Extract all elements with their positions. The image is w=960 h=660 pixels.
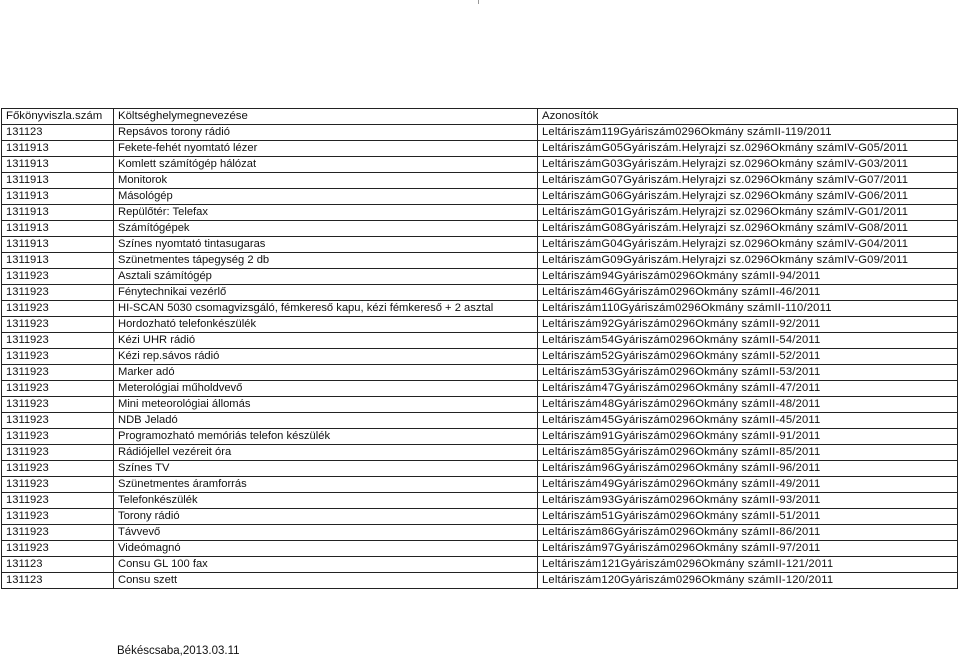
cell-cost-center-name: Kézi UHR rádió — [114, 333, 538, 349]
cell-identifier: Leltáriszám49Gyáriszám0296Okmány számII-49/2011 — [538, 477, 958, 493]
cell-identifier: Leltáriszám46Gyáriszám0296Okmány számII-46/2011 — [538, 285, 958, 301]
cell-cost-center-name: Torony rádió — [114, 509, 538, 525]
cell-identifier: Leltáriszám91Gyáriszám0296Okmány számII-91/2011 — [538, 429, 958, 445]
cell-ledger-account: 1311923 — [2, 349, 114, 365]
table-row — [2, 285, 958, 301]
cell-identifier: Leltáriszám110Gyáriszám0296Okmány számII-110/2011 — [538, 301, 958, 317]
cell-cost-center-name: Színes TV — [114, 461, 538, 477]
cell-identifier: LeltáriszámG01Gyáriszám.Helyrajzi sz.0296Okmány számIV-G01/2011 — [538, 205, 958, 221]
cell-cost-center-name: Meterológiai műholdvevő — [114, 381, 538, 397]
cell-cost-center-name: Rádiójellel vezéreit óra — [114, 445, 538, 461]
cell-identifier: Leltáriszám45Gyáriszám0296Okmány számII-45/2011 — [538, 413, 958, 429]
cell-ledger-account: 1311923 — [2, 397, 114, 413]
cell-ledger-account: 1311923 — [2, 381, 114, 397]
cell-cost-center-name: Fénytechnikai vezérlő — [114, 285, 538, 301]
cell-identifier: Leltáriszám93Gyáriszám0296Okmány számII-93/2011 — [538, 493, 958, 509]
table-row — [2, 445, 958, 461]
cell-ledger-account: 1311913 — [2, 141, 114, 157]
cell-cost-center-name: Kézi rep.sávos rádió — [114, 349, 538, 365]
cell-identifier: LeltáriszámG05Gyáriszám.Helyrajzi sz.0296Okmány számIV-G05/2011 — [538, 141, 958, 157]
cell-ledger-account: 1311913 — [2, 205, 114, 221]
cell-cost-center-name: Fekete-fehét nyomtató lézer — [114, 141, 538, 157]
table-row — [2, 125, 958, 141]
cell-cost-center-name: Repülőtér: Telefax — [114, 205, 538, 221]
cell-ledger-account: 1311923 — [2, 477, 114, 493]
cell-cost-center-name: Másológép — [114, 189, 538, 205]
cell-ledger-account: 1311913 — [2, 173, 114, 189]
cell-ledger-account: 1311913 — [2, 221, 114, 237]
cell-cost-center-name: Komlett számítógép hálózat — [114, 157, 538, 173]
cell-cost-center-name: Videómagnó — [114, 541, 538, 557]
cell-cost-center-name: Repsávos torony rádió — [114, 125, 538, 141]
cell-identifier: Leltáriszám120Gyáriszám0296Okmány számII-120/2011 — [538, 573, 958, 589]
cell-cost-center-name: Marker adó — [114, 365, 538, 381]
table-row — [2, 573, 958, 589]
header-identifiers: Azonosítók — [538, 109, 958, 125]
cell-cost-center-name: HI-SCAN 5030 csomagvizsgáló, fémkereső kapu, kézi fémkereső + 2 asztal — [114, 301, 538, 317]
table-row — [2, 541, 958, 557]
cell-identifier: Leltáriszám51Gyáriszám0296Okmány számII-51/2011 — [538, 509, 958, 525]
cell-cost-center-name: Asztali számítógép — [114, 269, 538, 285]
cell-ledger-account: 1311923 — [2, 317, 114, 333]
cell-ledger-account: 131123 — [2, 557, 114, 573]
cell-identifier: Leltáriszám85Gyáriszám0296Okmány számII-85/2011 — [538, 445, 958, 461]
cell-cost-center-name: Programozható memóriás telefon készülék — [114, 429, 538, 445]
cell-cost-center-name: Szünetmentes áramforrás — [114, 477, 538, 493]
table-row — [2, 253, 958, 269]
cell-ledger-account: 1311923 — [2, 541, 114, 557]
cell-identifier: LeltáriszámG09Gyáriszám.Helyrajzi sz.0296Okmány számIV-G09/2011 — [538, 253, 958, 269]
cell-ledger-account: 1311923 — [2, 525, 114, 541]
table-row — [2, 557, 958, 573]
cell-ledger-account: 1311923 — [2, 509, 114, 525]
table-row — [2, 509, 958, 525]
header-ledger-account: Főkönyviszla.szám — [2, 109, 114, 125]
cell-cost-center-name: Színes nyomtató tintasugaras — [114, 237, 538, 253]
cell-identifier: Leltáriszám94Gyáriszám0296Okmány számII-94/2011 — [538, 269, 958, 285]
table-body — [2, 125, 958, 589]
cell-identifier: LeltáriszámG07Gyáriszám.Helyrajzi sz.0296Okmány számIV-G07/2011 — [538, 173, 958, 189]
cell-identifier: Leltáriszám96Gyáriszám0296Okmány számII-96/2011 — [538, 461, 958, 477]
cell-identifier: Leltáriszám48Gyáriszám0296Okmány számII-48/2011 — [538, 397, 958, 413]
table-row — [2, 461, 958, 477]
table-row — [2, 333, 958, 349]
cell-identifier: Leltáriszám92Gyáriszám0296Okmány számII-92/2011 — [538, 317, 958, 333]
cell-identifier: Leltáriszám53Gyáriszám0296Okmány számII-53/2011 — [538, 365, 958, 381]
cell-ledger-account: 1311923 — [2, 461, 114, 477]
table-row — [2, 413, 958, 429]
table-row — [2, 365, 958, 381]
cell-ledger-account: 1311913 — [2, 189, 114, 205]
cell-identifier: Leltáriszám52Gyáriszám0296Okmány számII-52/2011 — [538, 349, 958, 365]
cell-identifier: Leltáriszám121Gyáriszám0296Okmány számII-121/2011 — [538, 557, 958, 573]
cell-cost-center-name: Consu szett — [114, 573, 538, 589]
cell-ledger-account: 131123 — [2, 573, 114, 589]
cell-identifier: Leltáriszám86Gyáriszám0296Okmány számII-86/2011 — [538, 525, 958, 541]
table-row — [2, 381, 958, 397]
cell-cost-center-name: Monitorok — [114, 173, 538, 189]
table-row — [2, 525, 958, 541]
cell-ledger-account: 1311923 — [2, 429, 114, 445]
cell-ledger-account: 1311923 — [2, 493, 114, 509]
cell-ledger-account: 131123 — [2, 125, 114, 141]
cell-ledger-account: 1311923 — [2, 365, 114, 381]
cell-cost-center-name: Számítógépek — [114, 221, 538, 237]
table-row — [2, 141, 958, 157]
cell-cost-center-name: Hordozható telefonkészülék — [114, 317, 538, 333]
cell-ledger-account: 1311923 — [2, 269, 114, 285]
cell-identifier: LeltáriszámG08Gyáriszám.Helyrajzi sz.0296Okmány számIV-G08/2011 — [538, 221, 958, 237]
table-row — [2, 317, 958, 333]
cell-ledger-account: 1311923 — [2, 333, 114, 349]
scan-mark — [478, 0, 479, 4]
place-date: Békéscsaba,2013.03.11 — [117, 645, 240, 657]
table-row — [2, 189, 958, 205]
cell-identifier: LeltáriszámG06Gyáriszám.Helyrajzi sz.0296Okmány számIV-G06/2011 — [538, 189, 958, 205]
header-cost-center-name: Költséghelymegnevezése — [114, 109, 538, 125]
table-row — [2, 493, 958, 509]
table-row — [2, 301, 958, 317]
table-row — [2, 157, 958, 173]
cell-cost-center-name: Távvevő — [114, 525, 538, 541]
inventory-table — [1, 108, 958, 589]
cell-identifier: LeltáriszámG03Gyáriszám.Helyrajzi sz.0296Okmány számIV-G03/2011 — [538, 157, 958, 173]
table-row — [2, 237, 958, 253]
cell-cost-center-name: Telefonkészülék — [114, 493, 538, 509]
table-row — [2, 477, 958, 493]
table-row — [2, 173, 958, 189]
cell-identifier: Leltáriszám97Gyáriszám0296Okmány számII-97/2011 — [538, 541, 958, 557]
cell-ledger-account: 1311913 — [2, 253, 114, 269]
cell-ledger-account: 1311913 — [2, 157, 114, 173]
cell-cost-center-name: NDB Jeladó — [114, 413, 538, 429]
cell-identifier: Leltáriszám47Gyáriszám0296Okmány számII-47/2011 — [538, 381, 958, 397]
cell-ledger-account: 1311923 — [2, 285, 114, 301]
table-header-row — [2, 109, 958, 125]
table-row — [2, 349, 958, 365]
cell-ledger-account: 1311923 — [2, 413, 114, 429]
table-row — [2, 429, 958, 445]
cell-ledger-account: 1311923 — [2, 301, 114, 317]
table-row — [2, 205, 958, 221]
cell-identifier: Leltáriszám119Gyáriszám0296Okmány számII-119/2011 — [538, 125, 958, 141]
table-row — [2, 397, 958, 413]
cell-identifier: Leltáriszám54Gyáriszám0296Okmány számII-54/2011 — [538, 333, 958, 349]
cell-ledger-account: 1311913 — [2, 237, 114, 253]
cell-identifier: LeltáriszámG04Gyáriszám.Helyrajzi sz.0296Okmány számIV-G04/2011 — [538, 237, 958, 253]
table-row — [2, 269, 958, 285]
cell-cost-center-name: Mini meteorológiai állomás — [114, 397, 538, 413]
cell-ledger-account: 1311923 — [2, 445, 114, 461]
cell-cost-center-name: Consu GL 100 fax — [114, 557, 538, 573]
cell-cost-center-name: Szünetmentes tápegység 2 db — [114, 253, 538, 269]
table-row — [2, 221, 958, 237]
